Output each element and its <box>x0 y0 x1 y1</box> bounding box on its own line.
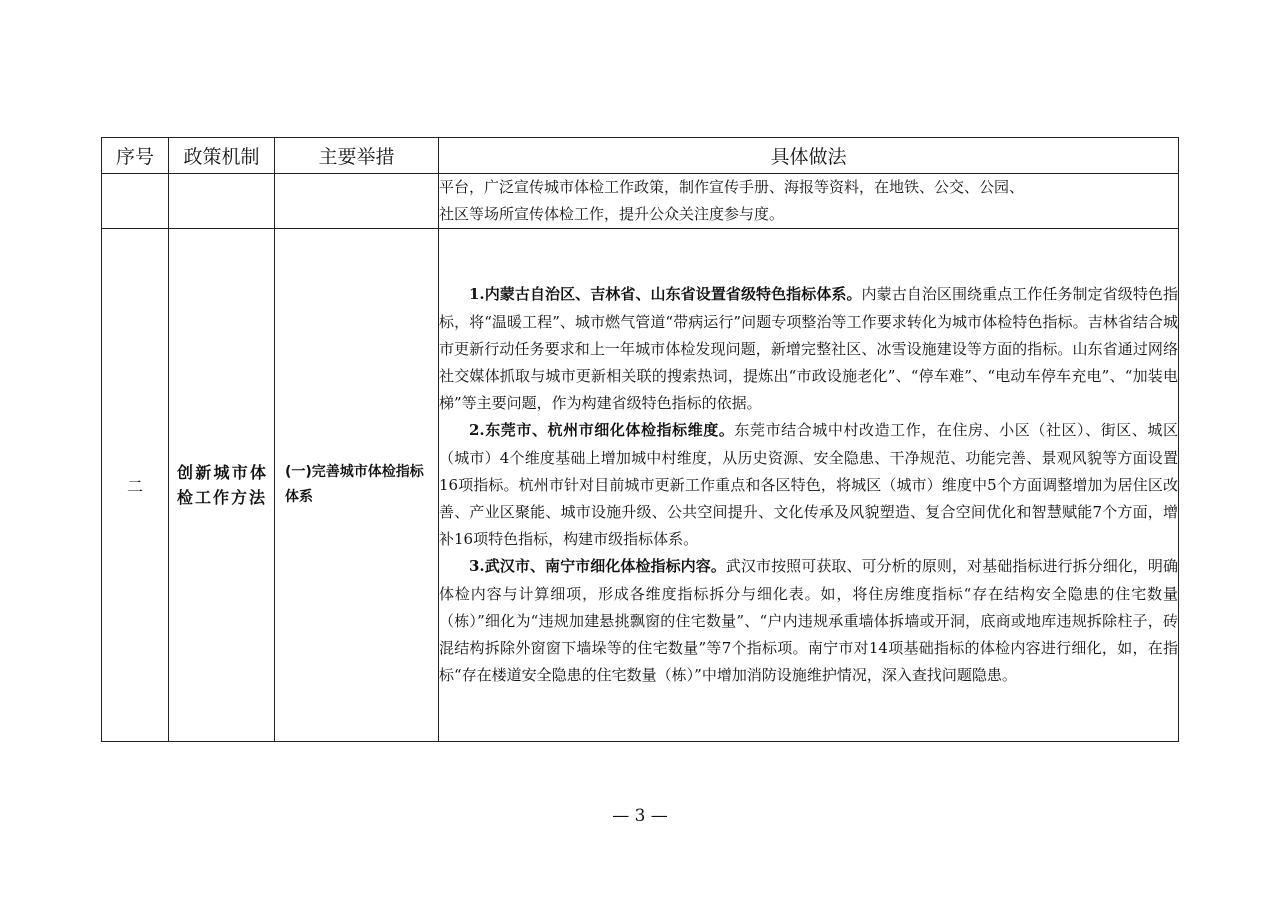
cell-continuation-detail <box>439 174 1179 229</box>
paragraph-body: 武汉市按照可获取、可分析的原则，对基础指标进行拆分细化，明确体检内容与计算细项，形成各维度指标拆分与细化表。如，将住房维度指标“存在结构安全隐患的住宅数量（栋）”细化为“违规加建悬挑飘窗的住宅数量”、“户内违规承重墙体拆墙或开洞，底商或地库违规拆除柱子，砖混结构拆除外窗窗下墙垛等的住宅数量”等7个指标项。南宁市对14项基础指标的体检内容进行细化，如，在指标“存在楼道安全隐患的住宅数量（栋）”中增加消防设施维护情况，深入查找问题隐患。 <box>439 557 1178 685</box>
paragraph-lead: 3.武汉市、南宁市细化体检指标内容。 <box>469 557 726 576</box>
paragraph-body: 东莞市结合城中村改造工作，在住房、小区（社区）、街区、城区（城市）4个维度基础上增加城中村维度，从历史资源、安全隐患、干净规范、功能完善、景观风貌等方面设置16项指标。杭州市针对目前城市更新工作重点和各区特色，将城区（城市）维度中5个方面调整增加为居住区改善、产业区聚能、城市设施升级、公共空间提升、文化传承及风貌塑造、复合空间优化和智慧赋能7个方面，增补16项特色指标，构建市级指标体系。 <box>439 421 1178 549</box>
header-detail: 具体做法 <box>439 138 1179 174</box>
cell-empty-mechanism <box>169 174 275 229</box>
continuation-line: 平台，广泛宣传城市体检工作政策，制作宣传手册、海报等资料，在地铁、公交、公园、 <box>439 178 1025 196</box>
table-row <box>102 229 1179 742</box>
continuation-line: 社区等场所宣传体检工作，提升公众关注度参与度。 <box>439 205 785 224</box>
page-number: — 3 — <box>612 806 668 826</box>
detail-paragraph <box>439 553 1178 689</box>
paragraph-body: 内蒙古自治区围绕重点工作任务制定省级特色指标，将“温暖工程”、城市燃气管道“带病运行”问题专项整治等工作要求转化为城市体检特色指标。吉林省结合城市更新行动任务要求和上一年城市体检发现问题，新增完整社区、冰雪设施建设等方面的指标。山东省通过网络社交媒体抓取与城市更新相关联的搜索热词，提炼出“市政设施老化”、“停车难”、“电动车停车充电”、“加装电梯”等主要问题，作为构建省级特色指标的依据。 <box>439 285 1178 413</box>
header-seq: 序号 <box>102 138 169 174</box>
cell-seq: 二 <box>102 229 169 742</box>
paragraph-lead: 1.内蒙古自治区、吉林省、山东省设置省级特色指标体系。 <box>469 285 862 304</box>
table-row-continuation <box>102 174 1179 229</box>
cell-empty-measure <box>275 174 439 229</box>
paragraph-lead: 2.东莞市、杭州市细化体检指标维度。 <box>469 421 735 440</box>
table-header-row <box>102 138 1179 174</box>
policy-table <box>101 137 1179 742</box>
detail-paragraph <box>439 281 1178 417</box>
header-mechanism: 政策机制 <box>169 138 275 174</box>
cell-measure: (一)完善城市体检指标体系 <box>275 229 439 742</box>
detail-paragraph <box>439 417 1178 553</box>
header-measure: 主要举措 <box>275 138 439 174</box>
cell-mechanism: 创新城市体检工作方法 <box>169 229 275 742</box>
cell-empty-seq <box>102 174 169 229</box>
cell-detail <box>439 229 1179 742</box>
